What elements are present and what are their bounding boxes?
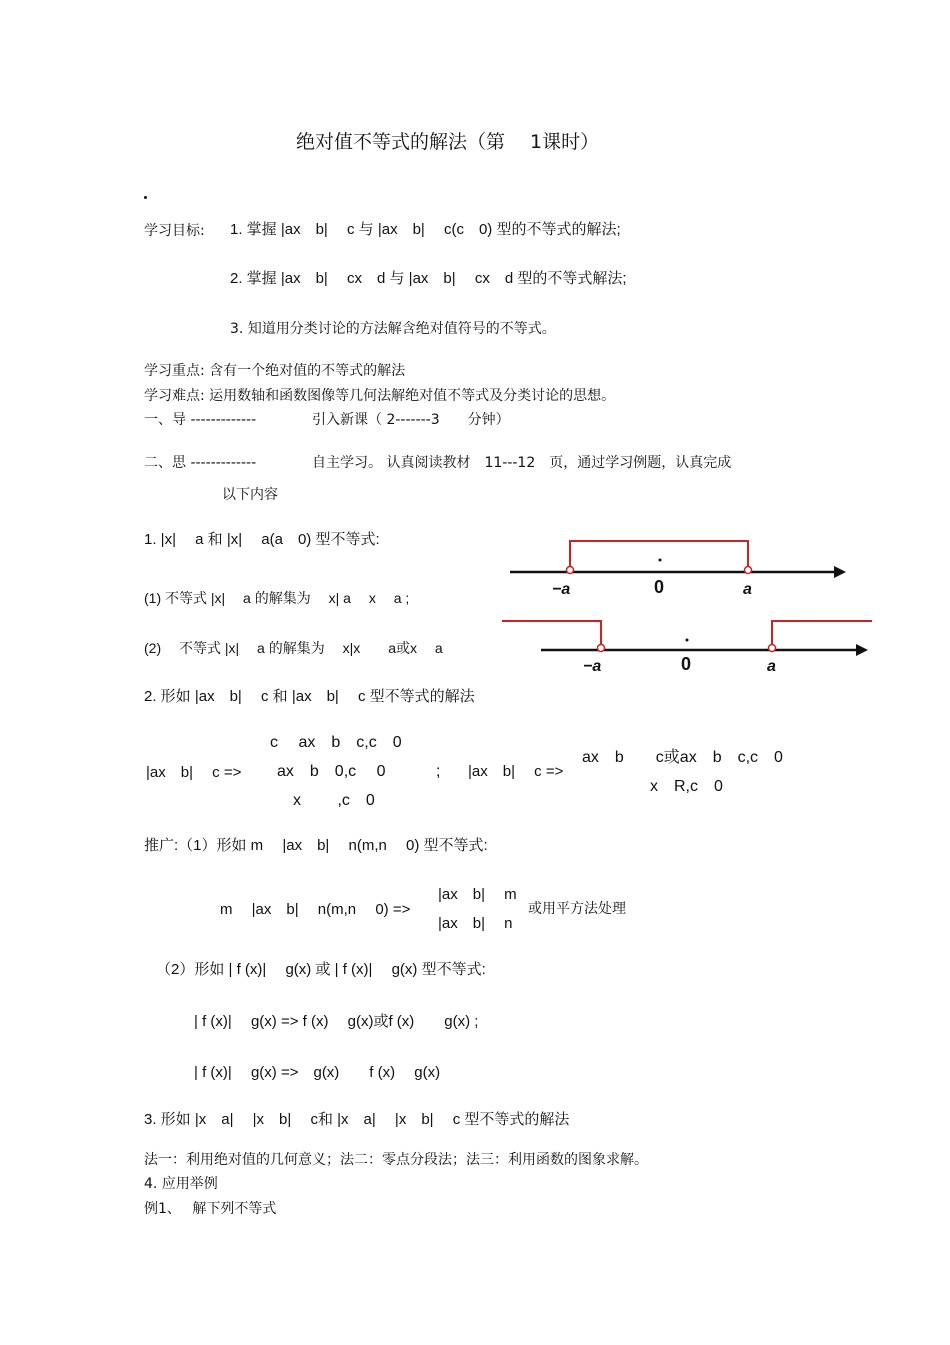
example-1-label: 例1、 解下列不等式: [144, 1201, 277, 1217]
objective-2: 2. 掌握 |ax b| cx d 与 |ax b| cx d 型的不等式解法;: [230, 270, 627, 287]
item-1-part-1: (1) 不等式 |x| a 的解集为 x| a x a ;: [144, 590, 410, 606]
learning-difficulty: 学习难点: 运用数轴和函数图像等几何法解绝对值不等式及分类讨论的思想。: [144, 388, 616, 404]
item-2-left-lhs: |ax b| c =>: [146, 764, 242, 781]
nl2-minus-a-label: −a: [583, 658, 602, 675]
nl2-a-label: a: [767, 658, 776, 675]
generalize-1-note: 或用平方法处理: [528, 901, 626, 917]
section-2-label: 二、思 -------------: [144, 455, 257, 471]
learning-focus: 学习重点: 含有一个绝对值的不等式的解法: [144, 363, 406, 379]
objective-1: 1. 掌握 |ax b| c 与 |ax b| c(c 0) 型的不等式的解法;: [230, 221, 621, 238]
section-2-text: 自主学习。 认真阅读教材 11---12 页，通过学习例题，认真完成: [312, 455, 732, 471]
item-2-right-case-1: ax b c或ax b c,c 0: [582, 749, 783, 766]
section-2-text-cont: 以下内容: [222, 487, 278, 503]
nl1-zero-label: 0: [654, 577, 665, 597]
item-2-left-case-3: x ,c 0: [293, 792, 375, 809]
item-3-methods: 法一：利用绝对值的几何意义；法二：零点分段法；法三：利用函数的图象求解。: [144, 1152, 648, 1168]
objectives-label: 学习目标:: [144, 223, 205, 239]
generalize-1-case-2: |ax b| n: [438, 915, 513, 932]
nl2-zero-label: 0: [681, 654, 692, 674]
item-2-right-lhs: |ax b| c =>: [468, 763, 564, 780]
objective-3: 3. 知道用分类讨论的方法解含绝对值符号的不等式。: [230, 321, 556, 337]
generalize-1-heading: 推广:（1）形如 m |ax b| n(m,n 0) 型不等式:: [144, 837, 488, 854]
page-title: 绝对值不等式的解法（第 1课时）: [296, 131, 600, 153]
item-2-separator: ;: [436, 763, 441, 780]
bullet-dot: [144, 196, 147, 199]
item-3-heading: 3. 形如 |x a| |x b| c和 |x a| |x b| c 型不等式的解法: [144, 1111, 570, 1128]
generalize-2-line-1: | f (x)| g(x) => f (x) g(x)或f (x) g(x) ;: [194, 1013, 479, 1030]
item-4-heading: 4. 应用举例: [144, 1176, 218, 1192]
item-1-heading: 1. |x| a 和 |x| a(a 0) 型不等式:: [144, 531, 380, 548]
item-2-left-case-1: c ax b c,c 0: [270, 734, 402, 751]
item-2-heading: 2. 形如 |ax b| c 和 |ax b| c 型不等式的解法: [144, 688, 475, 705]
generalize-2-heading: （2）形如 | f (x)| g(x) 或 | f (x)| g(x) 型不等式:: [156, 961, 486, 978]
nl1-minus-a-label: −a: [552, 581, 571, 598]
item-1-part-2: (2) 不等式 |x| a 的解集为 x|x a或x a: [144, 640, 443, 656]
generalize-2-line-2: | f (x)| g(x) => g(x) f (x) g(x): [194, 1064, 441, 1081]
section-1-text: 引入新课（ 2-------3 分钟）: [312, 412, 510, 428]
item-2-left-case-2: ax b 0,c 0: [277, 763, 386, 780]
item-2-right-case-2: x R,c 0: [650, 778, 723, 795]
generalize-1-case-1: |ax b| m: [438, 886, 517, 903]
section-1-label: 一、导 -------------: [144, 412, 257, 428]
nl1-a-label: a: [743, 581, 752, 598]
generalize-1-lhs: m |ax b| n(m,n 0) =>: [220, 901, 411, 918]
